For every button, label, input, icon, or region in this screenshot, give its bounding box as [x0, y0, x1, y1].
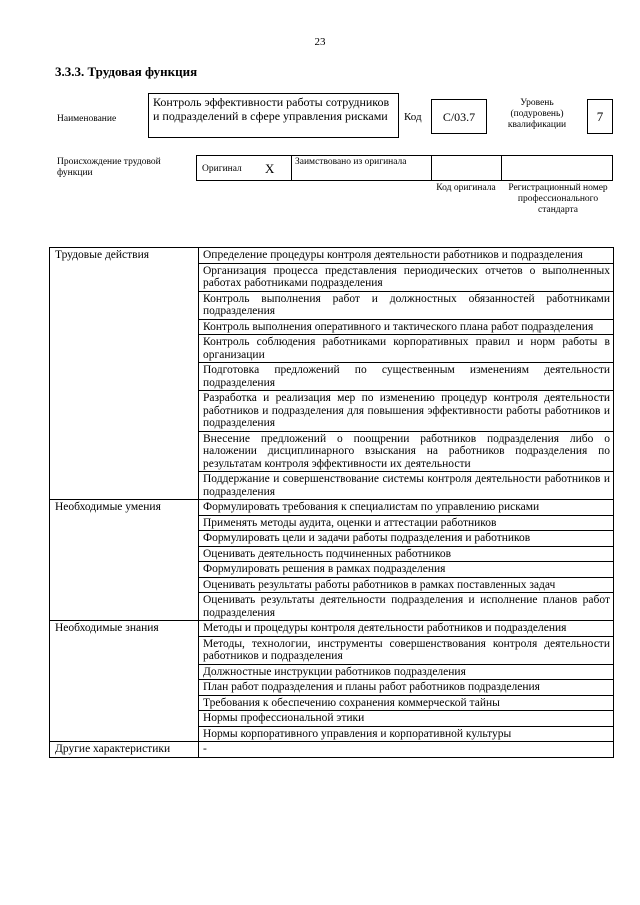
table-row	[50, 621, 614, 637]
reg-number-label: Регистрационный номер профессионального стандарта	[508, 183, 608, 215]
section-item: Формулировать требования к специалистам по управлению рисками	[199, 500, 614, 516]
section-item: Оценивать результаты деятельности подразделения и исполнение планов работ подразделения	[199, 593, 614, 621]
section-item: Контроль соблюдения работниками корпоративных правил и норм работы в организации	[199, 335, 614, 363]
section-item: План работ подразделения и планы работ работников подразделения	[199, 680, 614, 696]
section-item: Поддержание и совершенствование системы контроля деятельности работников и подразделения	[199, 472, 614, 500]
section-title: 3.3.3. Трудовая функция	[55, 64, 198, 79]
section-item: Должностные инструкции работников подразделения	[199, 664, 614, 680]
code-original-cell	[431, 156, 502, 180]
code-label: Код	[404, 111, 422, 123]
original-mark: Х	[265, 161, 275, 176]
section-item: Внесение предложений о поощрении работников подразделения либо о наложении дисциплинарного взыскания на работников подразделения по результатам контроля эффективности их деятельности	[199, 431, 614, 472]
section-item: Нормы корпоративного управления и корпоративной культуры	[199, 726, 614, 742]
section-category: Другие характеристики	[50, 742, 199, 758]
section-item: Методы и процедуры контроля деятельности работников и подразделения	[199, 621, 614, 637]
section-item: Формулировать решения в рамках подразделения	[199, 562, 614, 578]
code-box	[431, 99, 487, 134]
section-item: Подготовка предложений по существенным изменениям деятельности подразделения	[199, 363, 614, 391]
table-row	[50, 742, 614, 758]
borrowed-label: Заимствовано из оригинала	[295, 157, 407, 167]
code-original-label: Код оригинала	[436, 183, 496, 193]
section-item: Контроль выполнения работ и должностных обязанностей работниками подразделения	[199, 291, 614, 319]
section-item: Формулировать цели и задачи работы подразделения и работников	[199, 531, 614, 547]
section-item: Организация процесса представления периодических отчетов о выполненных работах работниками подразделения	[199, 263, 614, 291]
section-item: Нормы профессиональной этики	[199, 711, 614, 727]
origin-label: Происхождение трудовой функции	[57, 157, 161, 178]
table-row	[50, 500, 614, 516]
section-item: Контроль выполнения оперативного и тактического плана работ подразделения	[199, 319, 614, 335]
level-box	[587, 99, 613, 134]
section-category: Необходимые знания	[50, 621, 199, 742]
section-item: Разработка и реализация мер по изменению процедур контроля деятельности работников и подразделения для повышения эффективности работы работников и подразделения	[199, 391, 614, 432]
level-label: Уровень (подуровень) квалификации	[507, 98, 567, 130]
section-item: Оценивать деятельность подчиненных работников	[199, 546, 614, 562]
section-category: Необходимые умения	[50, 500, 199, 621]
function-name: Контроль эффективности работы сотрудников и подразделений в сфере управления рисками	[153, 95, 390, 123]
section-category: Трудовые действия	[50, 248, 199, 500]
function-name-box	[148, 93, 399, 138]
section-item: Оценивать результаты работы работников в рамках поставленных задач	[199, 577, 614, 593]
labor-function-table	[49, 247, 614, 758]
level-value: 7	[596, 109, 604, 124]
name-label: Наименование	[57, 114, 117, 124]
original-label: Оригинал	[202, 164, 242, 174]
section-item: Требования к обеспечению сохранения коммерческой тайны	[199, 695, 614, 711]
page-number: 23	[314, 36, 326, 48]
section-item: Методы, технологии, инструменты совершенствования контроля деятельности работников и подразделения	[199, 636, 614, 664]
origin-row	[196, 155, 613, 181]
code-value: C/03.7	[442, 110, 476, 124]
reg-number-cell	[501, 156, 612, 180]
section-item: -	[199, 742, 614, 758]
table-row	[50, 248, 614, 264]
section-item: Определение процедуры контроля деятельности работников и подразделения	[199, 248, 614, 264]
original-cell	[197, 156, 292, 180]
borrowed-cell	[291, 156, 432, 180]
section-item: Применять методы аудита, оценки и аттестации работников	[199, 515, 614, 531]
